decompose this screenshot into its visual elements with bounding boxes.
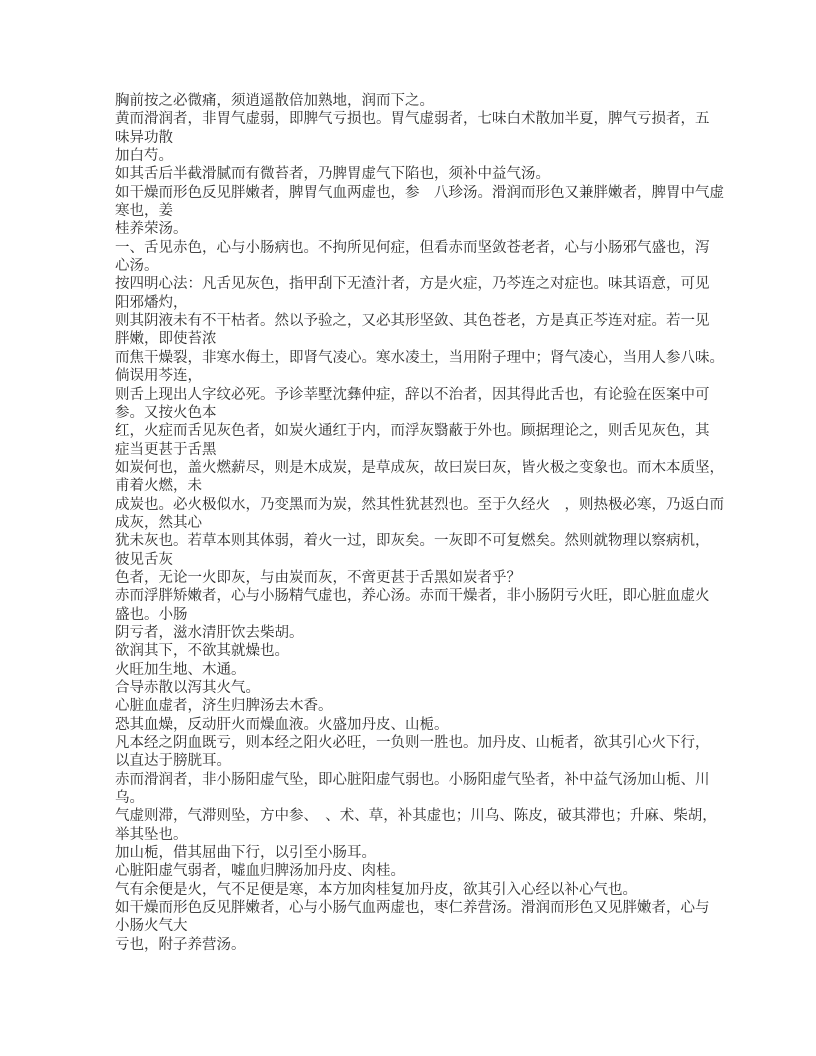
text-line: 胸前按之必微痛，须逍遥散倍加熟地，润而下之。 (115, 93, 434, 109)
text-line: 合导赤散以泻其火气。 (115, 680, 260, 696)
text-line: 红，火症而舌见灰色者，如炭火通红于内，而浮灰翳蔽于外也。顾据理论之，则舌见灰色，其 (115, 423, 710, 440)
text-line: 彼见舌灰 (115, 551, 173, 568)
text-line: 恐其血燥，反动肝火而燥血液。火盛加丹皮、山栀。 (115, 716, 449, 733)
text-line: 心汤。 (115, 258, 159, 275)
text-line: 如干燥而形色反见胖嫩者，脾胃气血两虚也，参 八珍汤。滑润而形色又兼胖嫩者，脾胃中气虚 (115, 184, 724, 201)
document-text-block (115, 92, 724, 954)
text-line: 气虚则滞，气滞则坠，方中参、 、术、草，补其虚也；川乌、陈皮，破其滞也；升麻、柴胡， (115, 808, 717, 825)
text-line: 举其坠也。 (115, 826, 188, 843)
text-line: 亏也，附子养营汤。 (115, 936, 246, 953)
text-line: 小肠火气大 (115, 918, 188, 935)
text-line: 加白芍。 (115, 148, 173, 165)
text-line: 味异功散 (115, 129, 173, 146)
text-line: 成灰，然其心 (115, 514, 202, 531)
text-line: 心脏血虚者，济生归脾汤去木香。 (115, 698, 333, 715)
text-line: 凡本经之阴血既亏，则本经之阳火必旺，一负则一胜也。加丹皮、山栀者，欲其引心火下行， (115, 735, 710, 752)
text-line: 则其阴液未有不干枯者。然以予验之，又必其形坚敛、其色苍老，方是真正芩连对症。若一见 (115, 313, 710, 330)
text-line: 则舌上现出人字纹必死。予诊莘墅沈彝仲症，辞以不治者，因其得此舌也，有论验在医案中可 (115, 386, 710, 403)
text-line: 以直达于膀胱耳。 (115, 753, 231, 770)
text-line: 乌。 (115, 790, 144, 807)
text-line: 气有余便是火，气不足便是寒，本方加肉桂复加丹皮，欲其引入心经以补心气也。 (115, 881, 637, 898)
text-line: 甫着火燃，未 (115, 478, 202, 495)
text-line: 赤而滑润者，非小肠阳虚气坠，即心脏阳虚气弱也。小肠阳虚气坠者，补中益气汤加山栀、川 (115, 771, 710, 788)
text-line: 色者，无论一火即灰，与由炭而灰，不啻更甚于舌黑如炭者乎？ (115, 569, 521, 586)
text-line: 桂养荣汤。 (115, 221, 188, 238)
text-line: 如干燥而形色反见胖嫩者，心与小肠气血两虚也，枣仁养营汤。滑润而形色又见胖嫩者，心与 (115, 900, 710, 917)
text-line: 赤而浮胖矫嫩者，心与小肠精气虚也，养心汤。赤而干燥者，非小肠阴亏火旺，即心脏血虚火 (115, 588, 710, 605)
text-line: 盛也。小肠 (115, 606, 188, 623)
text-line: 按四明心法：凡舌见灰色，指甲刮下无渣汁者，方是火症，乃芩连之对症也。味其语意，可见 (115, 276, 710, 293)
text-line: 如炭何也，盖火燃薪尽，则是木成炭，是草成灰，故曰炭曰灰，皆火极之变象也。而木本质坚， (115, 459, 724, 476)
text-line: 犹未灰也。若草本则其体弱，着火一过，即灰矣。一灰即不可复燃矣。然则就物理以察病机， (115, 533, 710, 550)
text-line: 火旺加生地、木通。 (115, 661, 246, 678)
text-line: 黄而滑润者，非胃气虚弱，即脾气亏损也。胃气虚弱者，七味白术散加半夏，脾气亏损者，五 (115, 111, 710, 128)
text-line: 加山栀，借其屈曲下行，以引至小肠耳。 (115, 845, 376, 862)
text-line: 参。又按火色本 (115, 404, 217, 421)
text-line: 阴亏者，滋水清肝饮去柴胡。 (115, 624, 304, 641)
text-line: 胖嫩，即使苔浓 (115, 331, 217, 348)
text-line: 而焦干燥裂，非寒水侮土，即肾气凌心。寒水凌土，当用附子理中；肾气凌心，当用人参八味。 (115, 349, 724, 366)
text-line: 阳邪燔灼， (115, 294, 188, 311)
text-line: 成炭也。必火极似水，乃变黑而为炭，然其性犹甚烈也。至于久经火 ，则热极必寒，乃返白而 (115, 496, 724, 513)
text-line: 如其舌后半截滑腻而有微苔者，乃脾胃虚气下陷也，须补中益气汤。 (115, 166, 550, 183)
text-line: 症当更甚于舌黑 (115, 441, 217, 458)
text-line: 欲润其下，不欲其就燥也。 (115, 643, 289, 660)
text-line: 心脏阳虚气弱者，嘘血归脾汤加丹皮、肉桂。 (115, 863, 405, 880)
text-line: 寒也，姜 (115, 203, 173, 220)
text-line: 一、舌见赤色，心与小肠病也。不拘所见何症，但看赤而坚敛苍老者，心与小肠邪气盛也，泻 (115, 239, 710, 256)
text-line: 倘误用芩连， (115, 368, 202, 385)
